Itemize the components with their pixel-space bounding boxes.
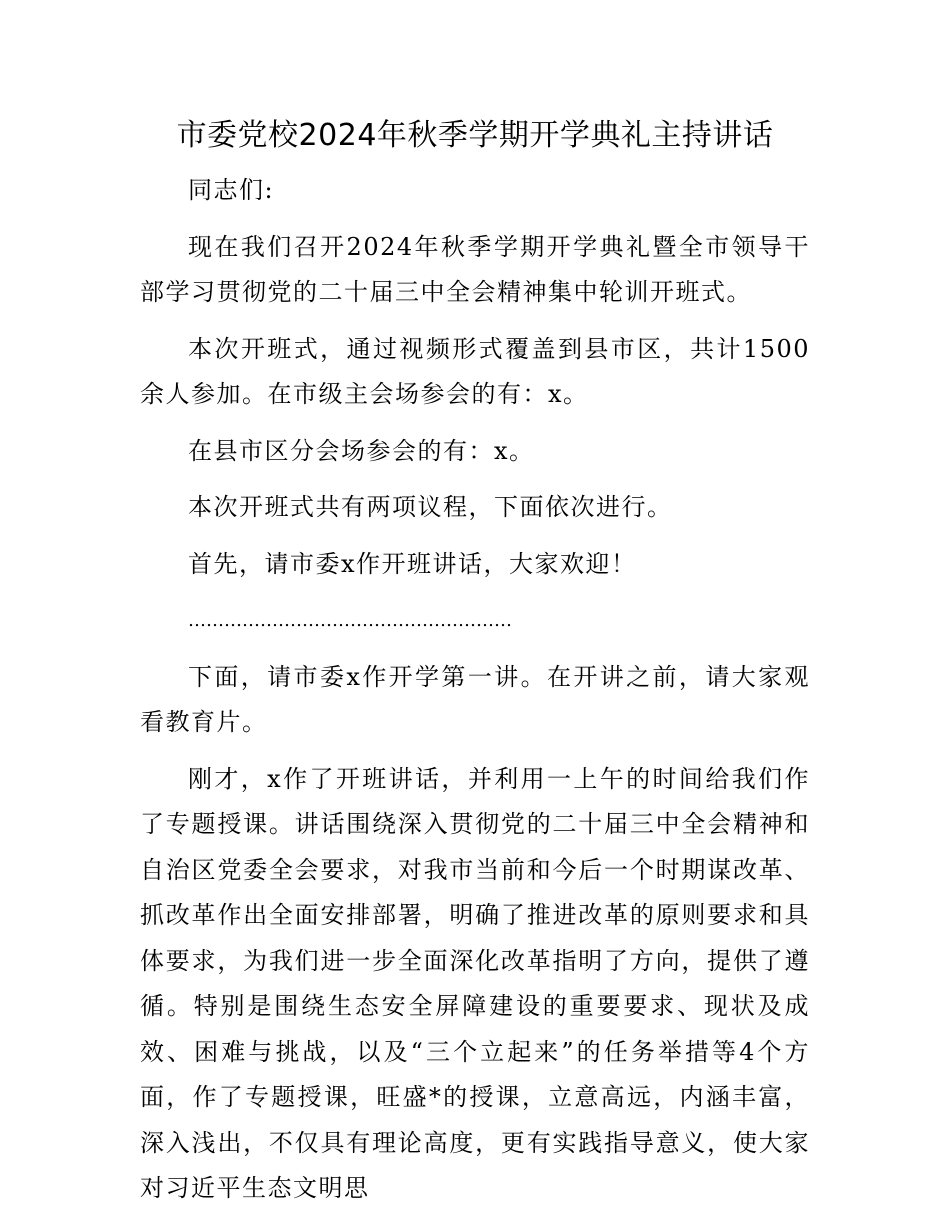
document-title: 市委党校2024年秋季学期开学典礼主持讲话 (176, 118, 774, 153)
paragraph-summary: 刚才，x作了开班讲话，并利用一上午的时间给我们作了专题授课。讲话围绕深入贯彻党的二十届三中全会精神和自治区党委全会要求，对我市当前和今后一个时期谋改革、抓改革作出全面安排部署，明确了推进改革的原则要求和具体要求，为我们进一步全面深化改革指明了方向，提供了遵循。特别是围绕生态安全屏障建设的重要要求、现状及成效、困难与挑战，以及“三个立起来”的任务举措等4个方面，作了专题授课，旺盛*的授课，立意高远，内涵丰富，深入浅出，不仅具有理论高度，更有实践指导意义，使大家对习近平生态文明思 (140, 764, 810, 1202)
document-body (140, 112, 810, 1223)
paragraph-salutation: 同志们: (188, 176, 275, 204)
paragraph-attendance: 本次开班式，通过视频形式覆盖到县市区，共计1500余人参加。在市级主会场参会的有：x。 (140, 334, 810, 408)
paragraph-opening: 现在我们召开2024年秋季学期开学典礼暨全市领导干部学习贯彻党的二十届三中全会精神集中轮训开班式。 (140, 232, 810, 306)
paragraph-agenda: 本次开班式共有两项议程，下面依次进行。 (188, 493, 673, 521)
paragraph-first-item: 首先，请市委x作开班讲话，大家欢迎！ (188, 549, 637, 578)
paragraph-ellipsis: ……………………………………………… (188, 610, 512, 631)
paragraph-branch-venues: 在县市区分会场参会的有：x。 (188, 436, 535, 465)
paragraph-second-item: 下面，请市委x作开学第一讲。在开讲之前，请大家观看教育片。 (140, 662, 810, 736)
